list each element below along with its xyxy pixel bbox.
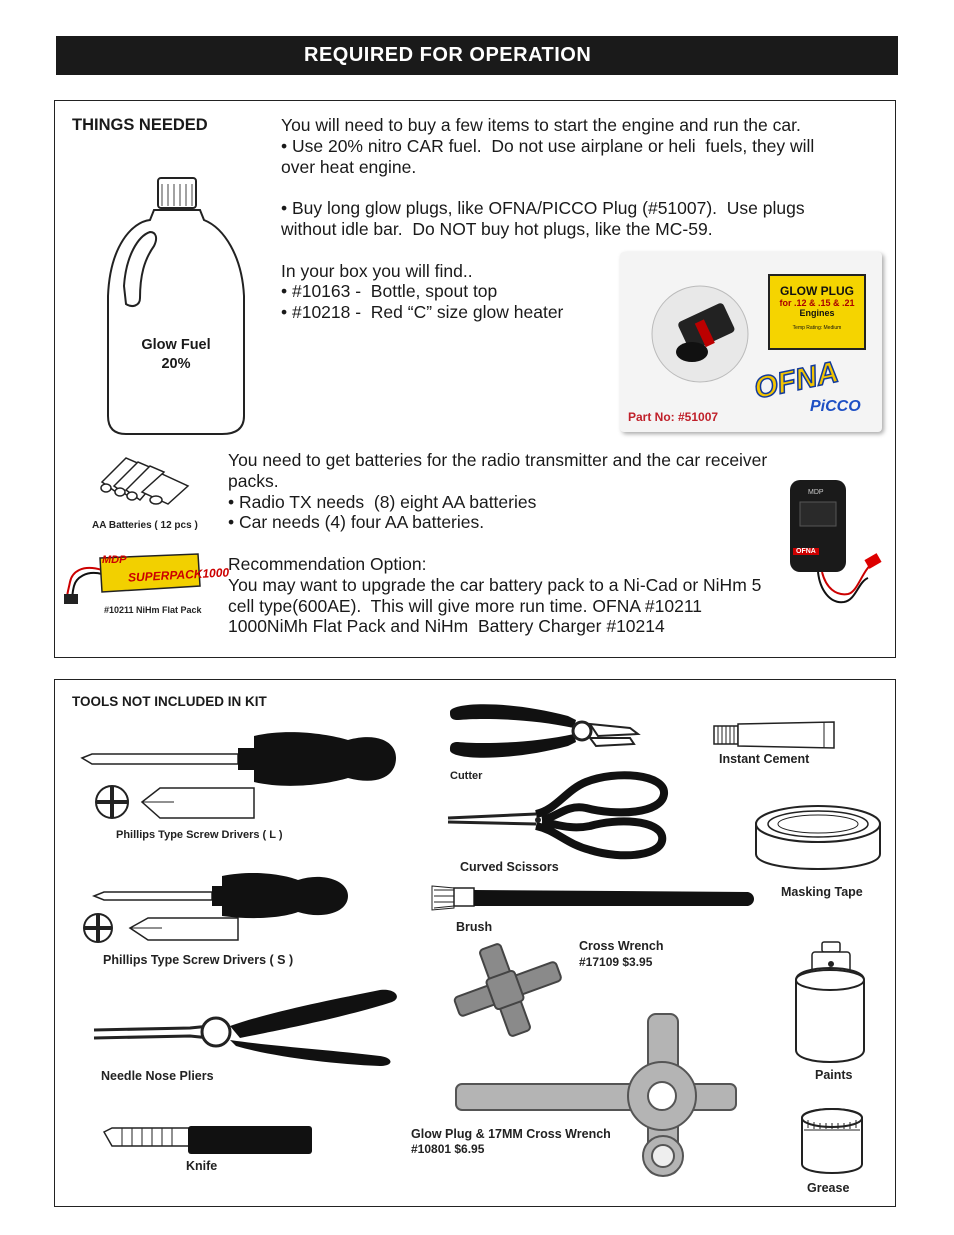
ofna-logo: OFNA: [751, 355, 842, 406]
battery-line: • Radio TX needs (8) eight AA batteries: [228, 491, 537, 512]
glow-plug-card: [768, 274, 866, 350]
intro-line: In your box you will find..: [281, 260, 473, 281]
glow-plug-icon: [640, 274, 760, 394]
battery-line: packs.: [228, 470, 279, 491]
battery-line: 1000NiMh Flat Pack and NiHm Battery Charger #10214: [228, 616, 665, 637]
flat-pack-label: SUPERPACK1000: [127, 565, 230, 585]
scissors-label: Curved Scissors: [460, 860, 559, 874]
aa-batteries-caption: AA Batteries ( 12 pcs ): [92, 520, 198, 531]
glow-plug-card-subtitle: for .12 & .15 & .21: [779, 298, 855, 308]
masking-tape-label: Masking Tape: [781, 885, 863, 899]
brush-icon: [430, 882, 758, 914]
screwdriver-large-icon: [78, 730, 398, 790]
intro-line: without idle bar. Do NOT buy hot plugs, like the MC-59.: [281, 218, 713, 239]
paints-icon: [792, 940, 868, 1068]
paints-label: Paints: [815, 1068, 853, 1082]
grease-label: Grease: [807, 1181, 850, 1195]
glow-plug-wrench-price: #10801 $6.95: [411, 1142, 485, 1156]
glow-plug-wrench-label: Glow Plug & 17MM Cross Wrench: [411, 1127, 611, 1141]
battery-line: Recommendation Option:: [228, 553, 427, 574]
intro-line: • #10218 - Red “C” size glow heater: [281, 302, 564, 323]
needle-nose-label: Needle Nose Pliers: [101, 1069, 214, 1083]
glow-plug-card-title: GLOW PLUG: [780, 284, 854, 298]
charger-tag: OFNA: [793, 548, 819, 555]
brush-label: Brush: [456, 920, 493, 934]
glow-plug-card-rating: Temp Rating: Medium: [792, 325, 842, 331]
instant-cement-icon: [712, 720, 840, 750]
charger-brand: MDP: [808, 489, 824, 496]
masking-tape-icon: [752, 796, 884, 878]
battery-line: • Car needs (4) four AA batteries.: [228, 512, 485, 533]
tools-heading: TOOLS NOT INCLUDED IN KIT: [72, 694, 267, 709]
glow-plug-card-engines: Engines: [799, 308, 835, 318]
battery-charger-icon: [786, 478, 884, 610]
glow-plug-wrench-icon: [452, 1010, 744, 1182]
cross-wrench-label: Cross Wrench: [579, 939, 664, 953]
intro-line: • #10163 - Bottle, spout top: [281, 281, 498, 302]
fuel-label: Glow Fuel: [141, 337, 211, 353]
phillips-tips-small-icon: [82, 912, 242, 946]
intro-line: You will need to buy a few items to start the engine and run the car.: [281, 115, 801, 135]
intro-line: [281, 177, 814, 198]
battery-line: [228, 533, 767, 554]
scissors-icon: [446, 770, 668, 864]
flat-pack-brand: MDP: [102, 554, 127, 566]
instant-cement-label: Instant Cement: [719, 752, 810, 766]
phillips-small-label: Phillips Type Screw Drivers ( S ): [103, 953, 294, 967]
battery-line: You need to get batteries for the radio transmitter and the car receiver: [228, 450, 768, 470]
part-number: Part No: #51007: [628, 410, 719, 424]
intro-line: • Use 20% nitro CAR fuel. Do not use airplane or heli fuels, they will: [281, 135, 815, 156]
grease-icon: [798, 1104, 866, 1178]
aa-batteries-icon: [92, 452, 202, 516]
cutter-label: Cutter: [450, 770, 483, 782]
picco-logo: PiCCO: [810, 398, 861, 415]
cutter-icon: [448, 698, 640, 768]
page-title: REQUIRED FOR OPERATION: [56, 36, 898, 75]
cross-wrench-price: #17109 $3.95: [579, 955, 653, 969]
intro-line: • Buy long glow plugs, like OFNA/PICCO Plug (#51007). Use plugs: [281, 198, 805, 219]
glow-plug-photo: [620, 252, 882, 432]
fuel-jug-icon: [104, 176, 248, 438]
intro-line: over heat engine.: [281, 156, 417, 177]
phillips-large-label: Phillips Type Screw Drivers ( L ): [116, 829, 283, 841]
things-needed-heading: THINGS NEEDED: [72, 116, 208, 134]
battery-line: cell type(600AE). This will give more run time. OFNA #10211: [228, 595, 702, 616]
battery-text: [228, 450, 767, 637]
fuel-percent: 20%: [161, 356, 191, 372]
knife-label: Knife: [186, 1159, 218, 1173]
needle-nose-pliers-icon: [90, 986, 404, 1066]
flat-pack-caption: #10211 NiHm Flat Pack: [104, 605, 202, 615]
phillips-tips-large-icon: [94, 784, 258, 822]
battery-line: You may want to upgrade the car battery pack to a Ni-Cad or NiHm 5: [228, 574, 762, 595]
knife-icon: [102, 1124, 314, 1156]
